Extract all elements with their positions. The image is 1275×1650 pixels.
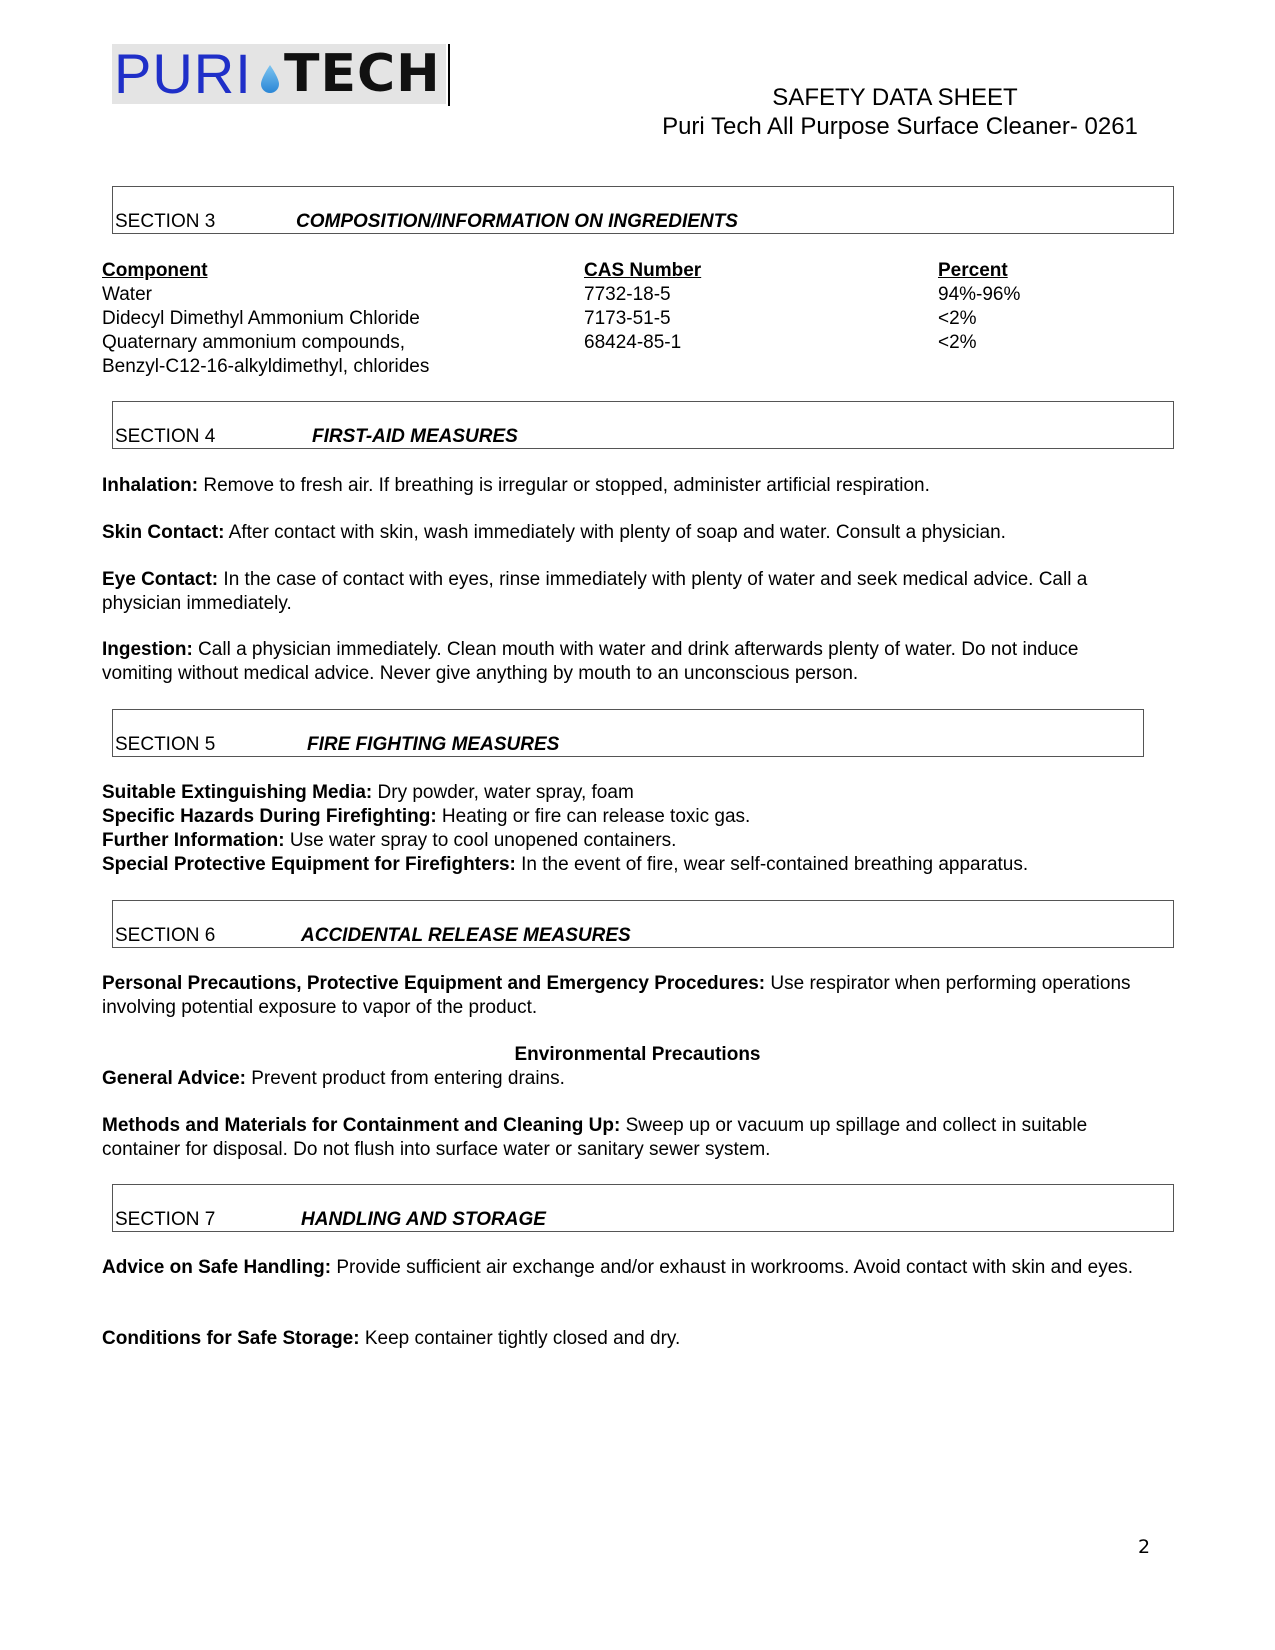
containment-methods-text: Sweep up or vacuum up spillage and collect in suitable container for disposal. Do not flush into surface water or sanitary sewer system.: [102, 1115, 1088, 1160]
protective-equipment-text: In the event of fire, wear self-contained breathing apparatus.: [515, 854, 1029, 875]
personal-precautions-label: Personal Precautions, Protective Equipment and Emergency Procedures:: [102, 973, 766, 994]
cell-cas: 7173-51-5: [584, 308, 671, 329]
extinguishing-media-text: Dry powder, water spray, foam: [372, 782, 634, 803]
section-title: HANDLING AND STORAGE: [301, 1209, 546, 1230]
safe-storage-line: [102, 1327, 1172, 1351]
cell-component: Quaternary ammonium compounds,: [102, 332, 406, 353]
skin-contact-paragraph: [102, 521, 1172, 545]
cell-percent: <2%: [938, 308, 977, 329]
section-7-header: [112, 1184, 1174, 1232]
company-logo: [112, 44, 446, 104]
col-header-component: Component: [102, 260, 208, 281]
section-number: SECTION 3: [115, 211, 216, 232]
inhalation-label: Inhalation:: [102, 475, 199, 496]
specific-hazards-line: [102, 805, 1172, 829]
cell-percent: <2%: [938, 332, 977, 353]
protective-equipment-line: [102, 853, 1172, 877]
cell-component: Didecyl Dimethyl Ammonium Chloride: [102, 308, 420, 329]
section-number: SECTION 4: [115, 426, 216, 447]
specific-hazards-label: Specific Hazards During Firefighting:: [102, 806, 437, 827]
cell-component: Benzyl-C12-16-alkyldimethyl, chlorides: [102, 356, 430, 377]
containment-methods-label: Methods and Materials for Containment and Cleaning Up:: [102, 1115, 621, 1136]
ingestion-text: Call a physician immediately. Clean mouth with water and drink afterwards plenty of water. Do not induce vomiting without medical advice. Never give anything by mouth to an unconscious person.: [102, 639, 1079, 684]
col-header-cas: CAS Number: [584, 260, 702, 281]
product-name: Puri Tech All Purpose Surface Cleaner- 0261: [662, 113, 1138, 140]
inhalation-text: Remove to fresh air. If breathing is irregular or stopped, administer artificial respiration.: [198, 475, 930, 496]
further-information-label: Further Information:: [102, 830, 285, 851]
general-advice-line: [102, 1067, 1172, 1091]
cell-percent: 94%-96%: [938, 284, 1021, 305]
cell-cas: 7732-18-5: [584, 284, 671, 305]
eye-contact-text: In the case of contact with eyes, rinse immediately with plenty of water and seek medical advice. Call a physician immediately.: [102, 569, 1088, 614]
skin-contact-label: Skin Contact:: [102, 522, 225, 543]
section-number: SECTION 5: [115, 734, 216, 755]
eye-contact-paragraph: [102, 568, 1162, 616]
specific-hazards-text: Heating or fire can release toxic gas.: [436, 806, 751, 827]
section-title: FIRE FIGHTING MEASURES: [307, 734, 560, 755]
cell-cas: 68424-85-1: [584, 332, 682, 353]
eye-contact-label: Eye Contact:: [102, 569, 219, 590]
section-5-header: [112, 709, 1144, 757]
page-number: 2: [1138, 1536, 1151, 1558]
cell-component: Water: [102, 284, 152, 305]
general-advice-text: Prevent product from entering drains.: [245, 1068, 565, 1089]
col-header-percent: Percent: [938, 260, 1008, 281]
safe-handling-label: Advice on Safe Handling:: [102, 1257, 332, 1278]
general-advice-label: General Advice:: [102, 1068, 246, 1089]
extinguishing-media-label: Suitable Extinguishing Media:: [102, 782, 373, 803]
section-6-header: [112, 900, 1174, 948]
section-title: ACCIDENTAL RELEASE MEASURES: [301, 925, 631, 946]
extinguishing-media-line: [102, 781, 1172, 805]
water-drop-icon: [259, 64, 281, 94]
document-title: SAFETY DATA SHEET: [772, 84, 1018, 111]
safe-handling-text: Provide sufficient air exchange and/or exhaust in workrooms. Avoid contact with skin and eyes.: [331, 1257, 1134, 1278]
logo-text-puri: PURI: [114, 42, 252, 105]
logo-divider: [448, 44, 450, 106]
safe-handling-paragraph: [102, 1256, 1152, 1280]
section-title: COMPOSITION/INFORMATION ON INGREDIENTS: [296, 211, 738, 232]
personal-precautions-paragraph: [102, 972, 1132, 1020]
protective-equipment-label: Special Protective Equipment for Firefighters:: [102, 854, 516, 875]
section-4-header: [112, 401, 1174, 449]
containment-methods-paragraph: [102, 1114, 1122, 1162]
further-information-line: [102, 829, 1172, 853]
section-number: SECTION 7: [115, 1209, 216, 1230]
environmental-precautions-heading: Environmental Precautions: [514, 1044, 761, 1065]
section-title: FIRST-AID MEASURES: [312, 426, 518, 447]
further-information-text: Use water spray to cool unopened containers.: [284, 830, 677, 851]
safe-storage-label: Conditions for Safe Storage:: [102, 1328, 360, 1349]
inhalation-paragraph: [102, 474, 1172, 498]
safe-storage-text: Keep container tightly closed and dry.: [359, 1328, 681, 1349]
ingestion-label: Ingestion:: [102, 639, 193, 660]
logo-text-tech: TECH: [284, 44, 441, 104]
section-3-header: [112, 186, 1174, 234]
personal-precautions-text: Use respirator when performing operations involving potential exposure to vapor of the product.: [102, 973, 1131, 1018]
skin-contact-text: After contact with skin, wash immediately with plenty of soap and water. Consult a physician.: [224, 522, 1006, 543]
ingestion-paragraph: [102, 638, 1112, 686]
section-number: SECTION 6: [115, 925, 216, 946]
